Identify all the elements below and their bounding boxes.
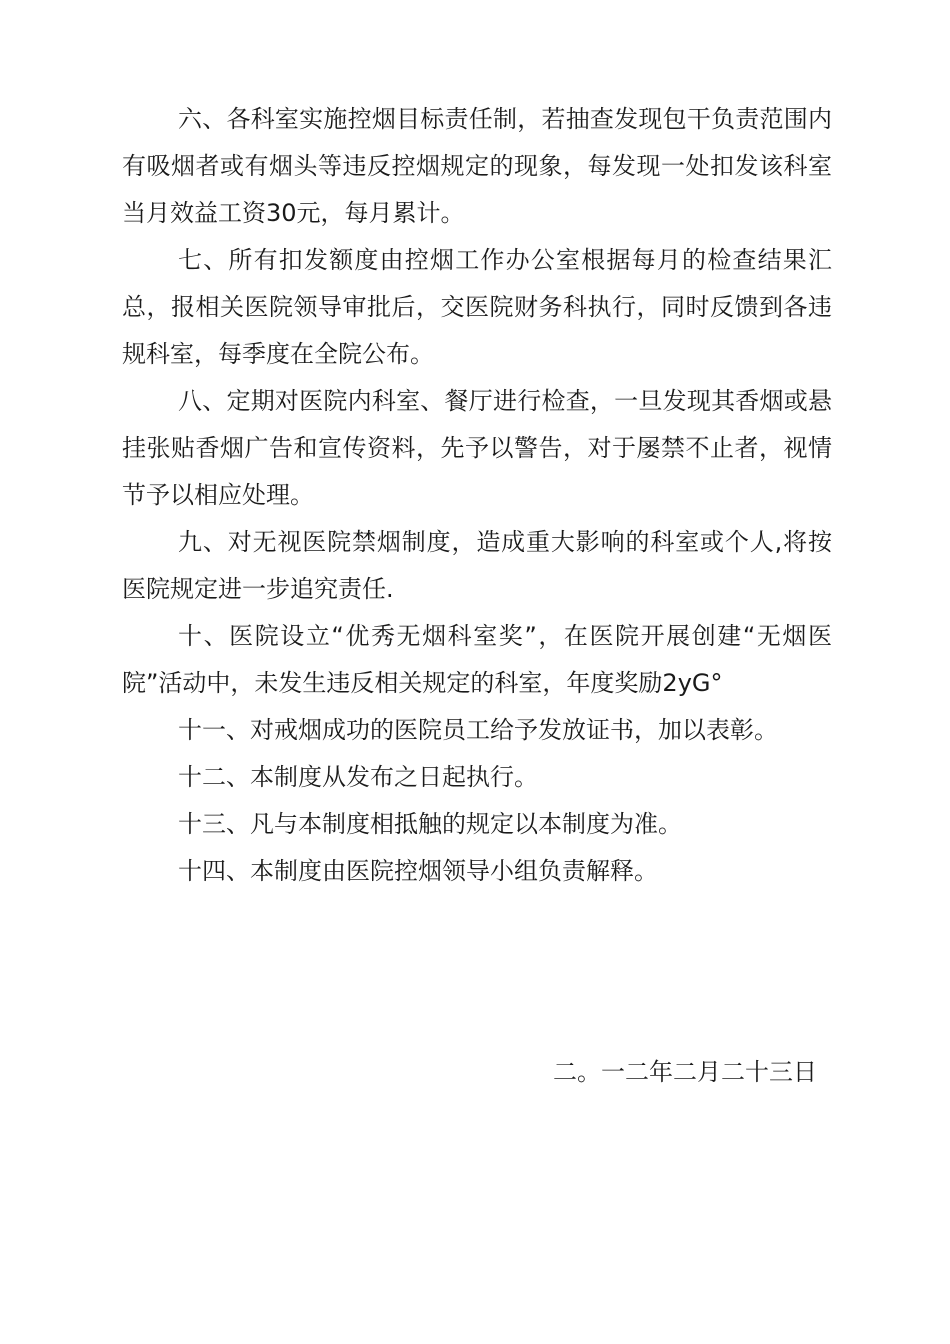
paragraph-9: 九、对无视医院禁烟制度，造成重大影响的科室或个人,将按医院规定进一步追究责任. (122, 528, 832, 603)
paragraph-11: 十一、对戒烟成功的医院员工给予发放证书，加以表彰。 (178, 716, 778, 744)
paragraph-10: 十、医院设立“优秀无烟科室奖”，在医院开展创建“无烟医院”活动中，未发生违反相关规定的科室，年度奖励2yG° (122, 622, 832, 697)
paragraph-8: 八、定期对医院内科室、餐厅进行检查，一旦发现其香烟或悬挂张贴香烟广告和宣传资料，先予以警告，对于屡禁不止者，视情节予以相应处理。 (122, 387, 832, 509)
document-date: 二。一二年二月二十三日 (553, 1058, 817, 1086)
paragraph-12: 十二、本制度从发布之日起执行。 (178, 763, 538, 791)
paragraph-13: 十三、凡与本制度相抵触的规定以本制度为准。 (178, 810, 682, 838)
document-body (122, 96, 832, 895)
paragraph-7: 七、所有扣发额度由控烟工作办公室根据每月的检查结果汇总，报相关医院领导审批后，交医院财务科执行，同时反馈到各违规科室，每季度在全院公布。 (122, 246, 832, 368)
paragraph-6: 六、各科室实施控烟目标责任制，若抽查发现包干负责范围内有吸烟者或有烟头等违反控烟规定的现象，每发现一处扣发该科室当月效益工资30元，每月累计。 (122, 105, 832, 227)
paragraph-14: 十四、本制度由医院控烟领导小组负责解释。 (178, 857, 658, 885)
